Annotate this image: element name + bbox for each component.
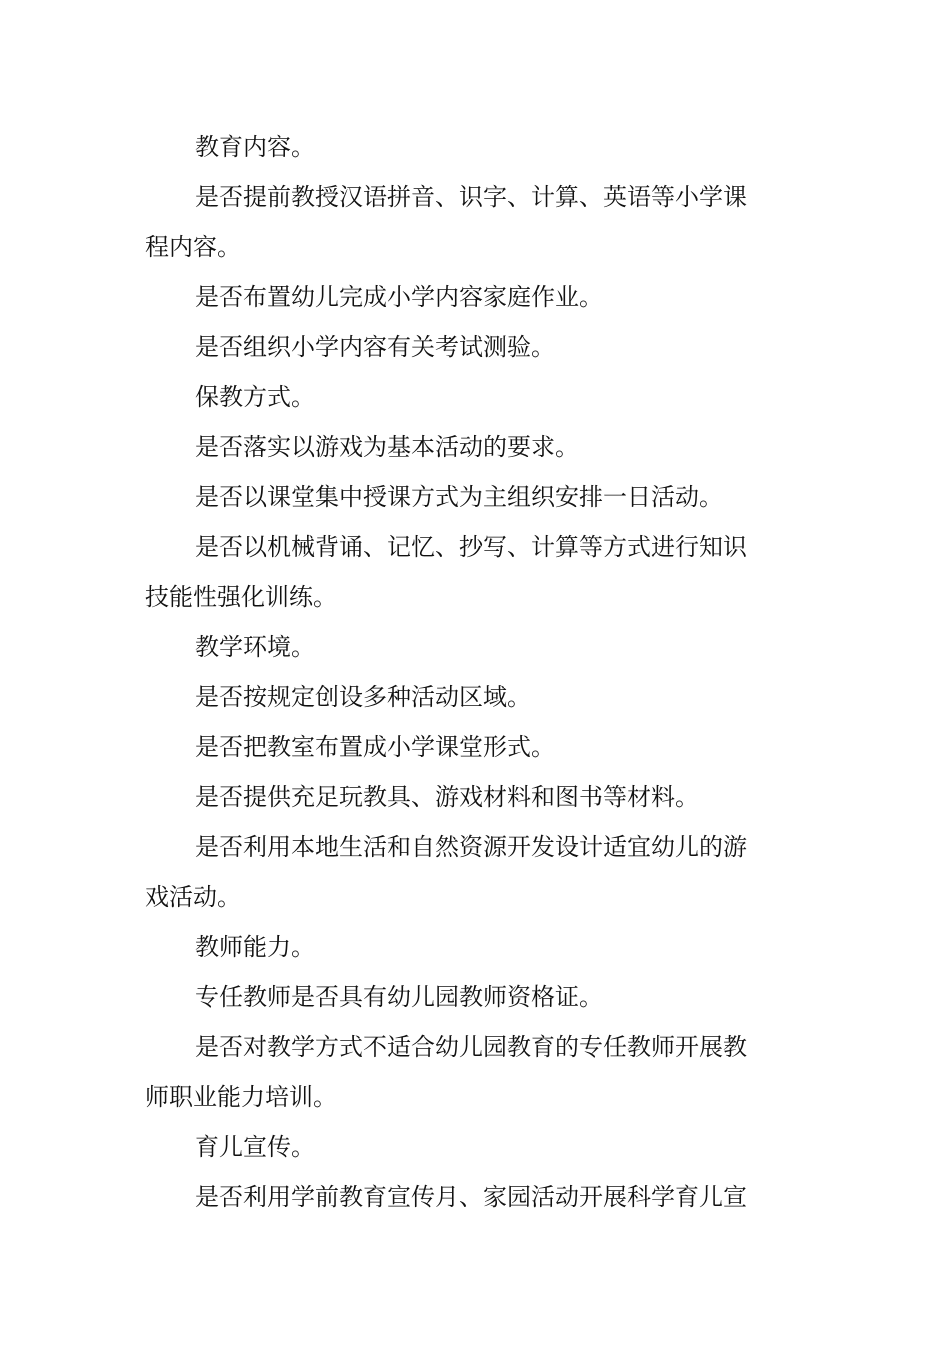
paragraph: 是否组织小学内容有关考试测验。: [195, 333, 555, 361]
paragraph: 是否按规定创设多种活动区域。: [195, 683, 531, 711]
paragraph: 是否以机械背诵、记忆、抄写、计算等方式进行知识技能性强化训练。: [145, 533, 747, 611]
paragraph: 是否对教学方式不适合幼儿园教育的专任教师开展教师职业能力培训。: [145, 1033, 747, 1111]
paragraph: 是否提供充足玩教具、游戏材料和图书等材料。: [195, 783, 699, 811]
paragraph: 是否布置幼儿完成小学内容家庭作业。: [195, 283, 603, 311]
section-heading-education-content: 教育内容。: [195, 133, 315, 161]
paragraph: 专任教师是否具有幼儿园教师资格证。: [195, 983, 603, 1011]
section-heading-teacher-ability: 教师能力。: [195, 933, 315, 961]
section-heading-parenting-publicity: 育儿宣传。: [195, 1133, 315, 1161]
paragraph: 是否提前教授汉语拼音、识字、计算、英语等小学课程内容。: [145, 183, 747, 261]
section-heading-teaching-environment: 教学环境。: [195, 633, 315, 661]
paragraph: 是否以课堂集中授课方式为主组织安排一日活动。: [195, 483, 723, 511]
section-heading-teaching-method: 保教方式。: [195, 383, 315, 411]
paragraph: 是否落实以游戏为基本活动的要求。: [195, 433, 579, 461]
paragraph: 是否利用学前教育宣传月、家园活动开展科学育儿宣: [195, 1183, 747, 1211]
paragraph: 是否利用本地生活和自然资源开发设计适宜幼儿的游戏活动。: [145, 833, 747, 911]
paragraph: 是否把教室布置成小学课堂形式。: [195, 733, 555, 761]
document-body: [145, 122, 755, 1222]
